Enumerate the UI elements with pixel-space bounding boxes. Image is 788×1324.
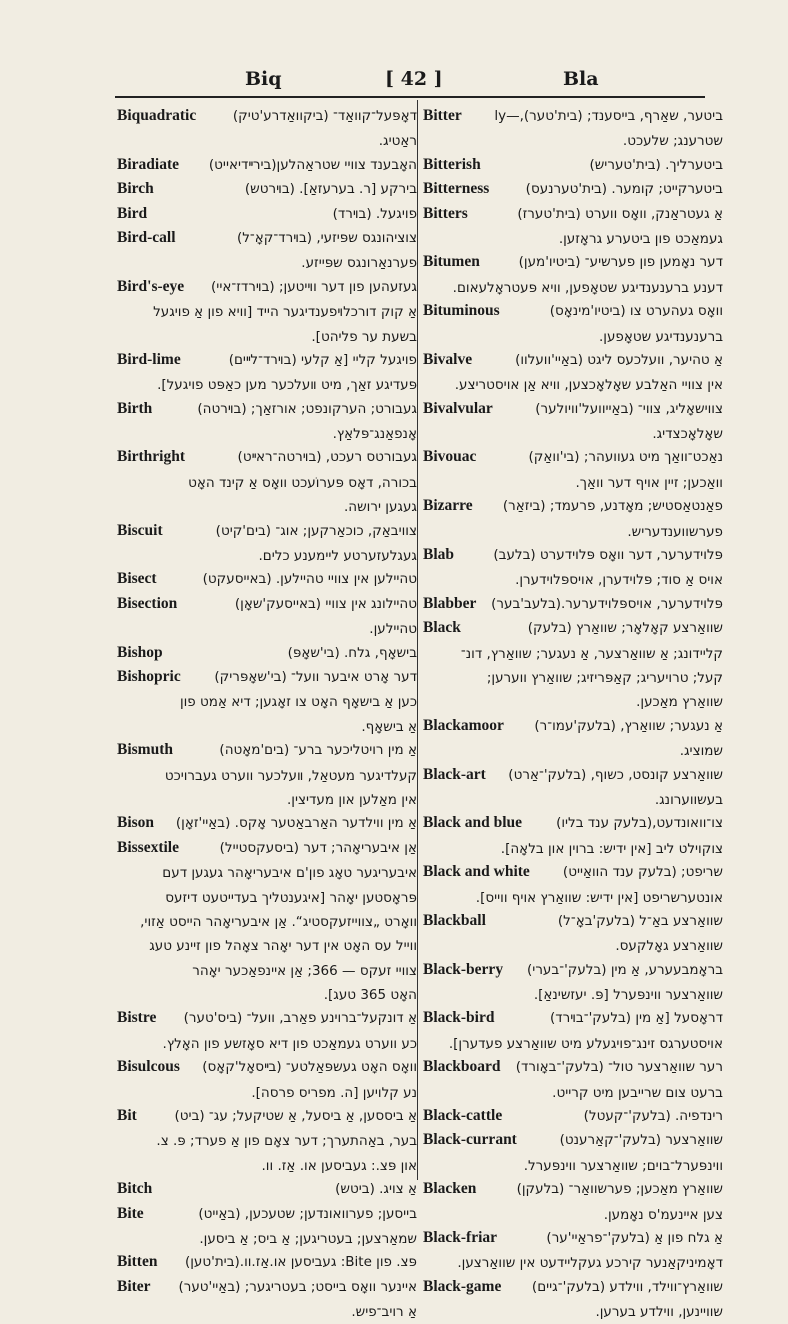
- column-divider: [417, 100, 418, 1180]
- entry-continuation: [423, 421, 723, 445]
- dictionary-entry: [117, 397, 417, 421]
- definition-text: קעלדיגער מעטאַל, װעלכער ווערט געברויכט: [164, 767, 417, 784]
- dictionary-entry: [117, 836, 417, 860]
- definition-text: בער, באַהתערך; דער צאָם פון אַ פערד; פּ. צ.: [156, 1133, 417, 1150]
- definition-text: שריפט; (בלעק ענד הוואַייט): [562, 864, 723, 881]
- dictionary-entry: [117, 811, 417, 835]
- entry-continuation: [423, 1250, 723, 1274]
- dictionary-entry: [423, 1128, 723, 1152]
- headword: Bitterish: [423, 155, 481, 173]
- dictionary-entry: [423, 958, 723, 982]
- headword: Bishopric: [117, 667, 181, 685]
- dictionary-entry: [423, 1275, 723, 1299]
- definition-text: ביטערליך. (בית'טעריש): [589, 156, 723, 173]
- entry-continuation: [423, 226, 723, 250]
- entry-continuation: [117, 1153, 417, 1177]
- definition-text: געגען ירושה.: [344, 499, 417, 516]
- dictionary-entry: [117, 275, 417, 299]
- entry-continuation: [423, 470, 723, 494]
- definition-text: ראַטיג.: [378, 133, 417, 150]
- headword: Bituminous: [423, 302, 500, 320]
- headword: Bison: [117, 814, 155, 832]
- headword: Bisect: [117, 570, 157, 588]
- definition-text: אַן איבעריאָהר; דער (ביסעקסטייל): [219, 839, 417, 856]
- entry-continuation: [117, 958, 417, 982]
- definition-text: ביטער, שאַרף, בייסענד; (בית'טער),—ly: [494, 108, 723, 124]
- header-rule: [115, 96, 705, 98]
- definition-text: וואָס געהערט צו (ביטיו'מינאָס): [549, 303, 723, 320]
- entry-continuation: [117, 1080, 417, 1104]
- definition-text: פערנאַרונגס שפּייזע.: [301, 255, 417, 272]
- definition-text: רער שוואַרצער טול־ (בלעק'־באָורד): [515, 1059, 723, 1076]
- headword: Bit: [117, 1107, 137, 1125]
- dictionary-entry: [423, 153, 723, 177]
- headword: Blab: [423, 546, 455, 564]
- entry-continuation: [117, 494, 417, 518]
- definition-text: שמוציג.: [679, 743, 723, 760]
- entry-continuation: [117, 616, 417, 640]
- entry-continuation: [423, 738, 723, 762]
- headword: Bishop: [117, 643, 163, 661]
- entry-continuation: [117, 1031, 417, 1055]
- dictionary-entry: [423, 348, 723, 372]
- left-column: [117, 104, 417, 1324]
- definition-text: פויגעל קליי [אַ קלעי (בױרד־לײים): [228, 351, 417, 368]
- definition-text: געבורטס רעכט, (בױרטה־ראײט): [237, 449, 417, 466]
- dictionary-entry: [117, 1006, 417, 1030]
- entry-continuation: [423, 324, 723, 348]
- definition-text: פּצ. פון Bite: געביסען או.אַז.וו.(בית'טען): [184, 1254, 417, 1271]
- headword: Bismuth: [117, 741, 173, 759]
- entry-continuation: [117, 909, 417, 933]
- dictionary-entry: [117, 738, 417, 762]
- definition-text: כע ווערט געמאַכט פון דיא סאָזשע פון האָלץ.: [162, 1035, 417, 1052]
- dictionary-entry: [423, 1006, 723, 1030]
- headword: Bistre: [117, 1009, 157, 1027]
- headword: Bitters: [423, 204, 468, 222]
- dictionary-entry: [423, 1177, 723, 1201]
- definition-text: טהיילען.: [369, 621, 417, 638]
- dictionary-entry: [117, 641, 417, 665]
- headword: Black-berry: [423, 960, 504, 978]
- definition-text: בכורה, דאָס פּערוֹעכט וואָס אַ קינד האָט: [188, 474, 417, 491]
- entry-continuation: [423, 689, 723, 713]
- headword: Bitten: [117, 1253, 158, 1271]
- dictionary-entry: [423, 1226, 723, 1250]
- definition-text: איינער וואָס בייסט; בעטריגער; (באַיי'טער): [178, 1278, 417, 1295]
- entry-continuation: [423, 1153, 723, 1177]
- definition-text: צוציהונגס שפּיזעי, (בױרד־קאָ־ל): [236, 229, 417, 246]
- definition-text: בירקע [ר. בערעזאַ]. (בױרטש): [244, 181, 417, 198]
- entry-continuation: [423, 885, 723, 909]
- definition-text: אַ מין רויטליכער ברע־ (בים'מאָטה): [219, 742, 417, 759]
- definition-text: געבורט; הערקונפט; אורזאַך; (בױרטה): [197, 400, 417, 417]
- headword: Biscuit: [117, 521, 163, 539]
- definition-text: דאָמיניקאַנער קירכע געקליידעט אין שוואַרצען.: [457, 1255, 723, 1272]
- headword: Bird-call: [117, 228, 176, 246]
- entry-continuation: [117, 885, 417, 909]
- definition-text: אַ געטראַנק, וואָס ווערט (בית'טערז): [517, 205, 723, 222]
- dictionary-entry: [423, 811, 723, 835]
- dictionary-entry: [423, 909, 723, 933]
- headword: Bitumen: [423, 253, 480, 271]
- definition-text: וואָס האָט געשפּאַלטע־ (בײסאָל'קאָס): [202, 1059, 417, 1076]
- dictionary-entry: [423, 397, 723, 421]
- definition-text: פּלוידערער, דער וואָס פּלוידערט (בלעב): [493, 547, 723, 564]
- definition-text: וואָרט „צווייזעקסטיג“. אַן איבעריאָהר הייסט אַזוי,: [140, 913, 417, 930]
- definition-text: אַ צויג. (ביטש): [335, 1181, 417, 1198]
- definition-text: שוואַרצע באַ־ל (בלעק'באָ־ל): [557, 912, 723, 929]
- headword: Bivalvular: [423, 399, 493, 417]
- definition-text: דראָסעל [אַ מין (בלעק'־בױרד): [549, 1010, 723, 1027]
- definition-text: אַ מין ווילדער האַרבאַטער אָקס. (באַיי'זאָן): [175, 815, 417, 832]
- definition-text: אין מאַלען און מעדיצין.: [287, 791, 417, 808]
- definition-text: אין צוויי האַלבע שאָלאָכצען, וויא אַן אויסטריצע.: [454, 377, 723, 394]
- entry-continuation: [423, 372, 723, 396]
- dictionary-entry: [117, 1250, 417, 1274]
- definition-text: שאָלאָכצדיג.: [652, 426, 723, 443]
- headword: Black-cattle: [423, 1107, 503, 1125]
- dictionary-entry: [117, 665, 417, 689]
- dictionary-entry: [117, 177, 417, 201]
- definition-text: אַ טהיער, וועלכעס ליגט (באַיי'וועלוו): [515, 351, 723, 368]
- guide-word-left: Biq: [245, 68, 282, 90]
- dictionary-entry: [117, 519, 417, 543]
- entry-continuation: [117, 421, 417, 445]
- headword: Blackboard: [423, 1058, 501, 1076]
- headword: Bite: [117, 1204, 144, 1222]
- entry-continuation: [423, 933, 723, 957]
- entry-continuation: [423, 982, 723, 1006]
- dictionary-entry: [423, 714, 723, 738]
- definition-text: קליידונג; אַ שוואַרצער, אַ נעגער; שוואַרץ, דונ־: [460, 645, 723, 662]
- definition-text: צוויבאַק, כוכאַרקען; אוג־ (בים'קיט): [215, 522, 417, 539]
- definition-text: צען איינעמ'ס נאָמען.: [603, 1206, 723, 1223]
- dictionary-entry: [117, 1177, 417, 1201]
- definition-text: נע קלויען [ה. מפריס פרסה].: [251, 1084, 417, 1101]
- definition-text: שמאַרצען; בעטריגען; אַ ביס; אַ ביסען.: [199, 1230, 417, 1247]
- entry-continuation: [117, 128, 417, 152]
- headword: Bissextile: [117, 838, 179, 856]
- entry-continuation: [423, 665, 723, 689]
- dictionary-entry: [117, 226, 417, 250]
- dictionary-entry: [423, 177, 723, 201]
- entry-continuation: [117, 1226, 417, 1250]
- right-column: [423, 104, 723, 1324]
- entry-continuation: [117, 1299, 417, 1323]
- dictionary-entry: [423, 202, 723, 226]
- definition-text: טהיילונג אין צוויי (באייסעק'שאָן): [234, 595, 417, 612]
- definition-text: האָבענד צוויי שטראַהלען(בירײדיאייט): [208, 156, 417, 173]
- headword: Birth: [117, 399, 153, 417]
- guide-word-right: Bla: [563, 68, 599, 90]
- definition-text: פּלוידערער, אויספּלוידערער.(בלעב'בער): [491, 595, 723, 612]
- dictionary-entry: [117, 153, 417, 177]
- dictionary-entry: [423, 445, 723, 469]
- dictionary-entry: [423, 763, 723, 787]
- definition-text: שטרענג; שלעכט.: [622, 133, 723, 150]
- entry-continuation: [423, 567, 723, 591]
- entry-continuation: [117, 324, 417, 348]
- definition-text: שוואַרצע קאָלאָר; שוואַרץ (בלעק): [527, 620, 723, 637]
- entry-continuation: [423, 519, 723, 543]
- dictionary-entry: [117, 445, 417, 469]
- definition-text: געזעהען פון דער וױיטען; (בױרדז־איי): [211, 278, 417, 295]
- definition-text: אויסטערגס זינג־פויגעלע מיט שוואַרצע פעדערן].: [448, 1035, 723, 1052]
- dictionary-entry: [423, 860, 723, 884]
- headword: Bivouac: [423, 448, 477, 466]
- page-header: [115, 68, 695, 96]
- dictionary-entry: [423, 104, 723, 128]
- entry-continuation: [423, 1202, 723, 1226]
- headword: Black and white: [423, 863, 530, 881]
- definition-text: בייסען; פערוואונדען; שטעכען, (באַייט): [198, 1205, 417, 1222]
- headword: Bisection: [117, 594, 178, 612]
- definition-text: אַ ביססען, אַ ביסעל, אַ שטיקעל; עג־ (ביט): [174, 1108, 417, 1125]
- dictionary-entry: [423, 543, 723, 567]
- dictionary-entry: [423, 1104, 723, 1128]
- entry-continuation: [117, 714, 417, 738]
- definition-text: ביטערקייט; קומער. (בית'טערנעס): [525, 181, 723, 198]
- entry-continuation: [117, 763, 417, 787]
- headword: Bizarre: [423, 497, 473, 515]
- definition-text: פּעדיגע זאַך, מיט װעלכער מען כאַפּט פויגעל].: [157, 377, 417, 394]
- definition-text: אונטערשריפט [אין ידיש: שוואַרץ אויף ווייס].: [475, 889, 723, 906]
- definition-text: אויס אַ סוד; פּלוידערן, אויספּלוידערן.: [515, 572, 723, 589]
- definition-text: קעל; טרויעריג; קאַפּריזיג; שוואַרץ ווערען;: [486, 669, 723, 686]
- definition-text: פּראָסטען יאָהר [איגענטליך בעדייטעט דיזעס: [165, 889, 417, 906]
- page-number: [ 42 ]: [385, 68, 443, 90]
- entry-continuation: [423, 128, 723, 152]
- definition-text: שוואַרץ מאַכען.: [636, 694, 723, 711]
- headword: Blacken: [423, 1180, 477, 1198]
- headword: Bitter: [423, 107, 462, 124]
- dictionary-entry: [423, 616, 723, 640]
- definition-text: פויגעל. (בױרד): [332, 205, 417, 222]
- definition-text: אַ גלח פון אַ (בלעק'־פראַיי'ער): [546, 1229, 723, 1246]
- definition-text: פאַנטאַסטיש; מאָדנע, פרעמד; (ביזאַר): [502, 498, 723, 515]
- definition-text: צווישאָליג, צווי־ (באַייוועל'וויולער): [535, 400, 723, 417]
- definition-text: ווייל עס האָט אין דער יאָהר צאָהל פון זיינע טעג: [149, 938, 417, 955]
- definition-text: רינדפיה. (בלעק'־קעטל): [583, 1108, 723, 1125]
- dictionary-entry: [117, 202, 417, 226]
- definition-text: און פּצ.: געביסען או. אַז. וו.: [261, 1157, 417, 1174]
- definition-text: דענע ברענענדיגע שטאָפען, וויא פּעטראָלעאום.: [452, 279, 723, 296]
- headword: Bisulcous: [117, 1058, 180, 1076]
- definition-text: וואַכען; זיין אויף דער וואַך.: [575, 474, 723, 491]
- entry-continuation: [117, 689, 417, 713]
- definition-text: אָנפאַנג־פּלאַץ.: [332, 426, 417, 443]
- dictionary-entry: [117, 1055, 417, 1079]
- definition-text: שוואַרצער (בלעק'־קאַרענט): [559, 1132, 723, 1149]
- entry-continuation: [423, 1299, 723, 1323]
- dictionary-entry: [117, 1104, 417, 1128]
- entry-continuation: [423, 275, 723, 299]
- headword: Bivalve: [423, 350, 473, 368]
- headword: Bitch: [117, 1180, 153, 1198]
- headword: Bitterness: [423, 180, 490, 198]
- definition-text: שוואַרץ־ווילד, ווילדע (בלעק'־גיים): [531, 1278, 723, 1295]
- definition-text: אַ בישאָף.: [361, 718, 417, 735]
- dictionary-entry: [117, 1202, 417, 1226]
- headword: Biquadratic: [117, 107, 197, 124]
- definition-text: כען אַ בישאָף האָט צו זאָגען; דיא אַמט פון: [179, 694, 417, 711]
- definition-text: געגלעזערטע ליימענע כלים.: [258, 548, 417, 565]
- definition-text: שוואַרצער ווינפּערל [פּ. יעזשינאַ].: [533, 987, 723, 1004]
- definition-text: האָט 365 טעג].: [323, 987, 417, 1004]
- headword: Birthright: [117, 448, 186, 466]
- entry-continuation: [117, 860, 417, 884]
- definition-text: שוואַרץ מאַכען; פערשוואַר־ (בלעקן): [516, 1181, 723, 1198]
- dictionary-entry: [117, 1275, 417, 1299]
- definition-text: בישאָף, גלח. (בי'שאָפּ): [287, 644, 417, 661]
- definition-text: שוואַרצע קונסט, כשוף, (בלעק'־אַרט): [508, 766, 723, 783]
- dictionary-entry: [117, 104, 417, 128]
- headword: Black-game: [423, 1277, 502, 1295]
- dictionary-entry: [117, 348, 417, 372]
- definition-text: שוואַרצע גאָלקעס.: [615, 938, 723, 955]
- headword: Biradiate: [117, 155, 179, 173]
- entry-continuation: [423, 1080, 723, 1104]
- definition-text: אַ קוק דורכלױפענדיגער הייד [וויא פון אַ פויגעל: [153, 304, 417, 321]
- definition-text: אַ נעגער; שוואַרץ, (בלעק'עמו־ר): [534, 717, 723, 734]
- headword: Birch: [117, 180, 154, 198]
- definition-text: צוקוילט ליב [אין ידיש: ברוין און בלאָה].: [500, 840, 723, 857]
- headword: Bird: [117, 204, 148, 222]
- entry-continuation: [117, 299, 417, 323]
- definition-text: צו־וואונדעט,(בלעק ענד בליו): [556, 815, 723, 832]
- entry-continuation: [117, 787, 417, 811]
- definition-text: געמאַכט פון ביטערע גראָזען.: [558, 230, 723, 247]
- entry-continuation: [117, 1128, 417, 1152]
- definition-text: ווינפּערל־בוים; שוואַרצער ווינפּערל.: [523, 1157, 723, 1174]
- dictionary-entry: [423, 299, 723, 323]
- definition-text: צוויי זעקס — 366; אַן איינפאַכער יאָהר: [192, 962, 417, 979]
- entry-continuation: [117, 982, 417, 1006]
- definition-text: דער אָרט איבער וועל־ (בי'שאָפּריק): [214, 668, 417, 685]
- headword: Blabber: [423, 594, 477, 612]
- entry-continuation: [423, 787, 723, 811]
- definition-text: דאָפּעל־קוואַד־ (ביקוואַדרע'טיק): [232, 108, 417, 124]
- dictionary-entry: [423, 1055, 723, 1079]
- definition-text: איבעריגער טאָג פון'ם איבעריאָהר געגען דעם: [162, 865, 417, 882]
- entry-continuation: [423, 1031, 723, 1055]
- definition-text: טהיילען אין צוויי טהיילען. (באייסעקט): [202, 571, 417, 588]
- headword: Black-friar: [423, 1228, 498, 1246]
- definition-text: אַ רויב־פיש.: [351, 1304, 417, 1321]
- headword: Blackamoor: [423, 716, 504, 734]
- definition-text: נאַכט־וואַך מיט געוועהר; (בי'וואַק): [528, 449, 723, 466]
- definition-text: בשעת ער פליהט].: [311, 328, 417, 345]
- dictionary-entry: [423, 250, 723, 274]
- definition-text: דער נאָמען פון פערשיע־ (ביטיו'מען): [518, 254, 723, 271]
- definition-text: שוויינען, ווילדע בערען.: [595, 1304, 723, 1321]
- entry-continuation: [117, 933, 417, 957]
- headword: Bird's-eye: [117, 277, 185, 295]
- dictionary-entry: [423, 494, 723, 518]
- headword: Biter: [117, 1277, 151, 1295]
- entry-continuation: [423, 641, 723, 665]
- dictionary-entry: [117, 592, 417, 616]
- headword: Black-bird: [423, 1009, 495, 1027]
- entry-continuation: [117, 543, 417, 567]
- entry-continuation: [423, 836, 723, 860]
- headword: Bird-lime: [117, 350, 181, 368]
- entry-continuation: [117, 470, 417, 494]
- definition-text: ברעט צום שרייבען מיט קרייט.: [552, 1084, 723, 1101]
- headword: Black-currant: [423, 1131, 517, 1149]
- definition-text: אַ דונקעל־ברוינע פאַרב, וועל־ (ביס'טער): [183, 1010, 417, 1027]
- headword: Black: [423, 619, 461, 637]
- headword: Black and blue: [423, 814, 523, 832]
- headword: Blackball: [423, 911, 486, 929]
- dictionary-entry: [423, 592, 723, 616]
- dictionary-entry: [117, 567, 417, 591]
- definition-text: פערשווענדעריש.: [627, 523, 723, 540]
- entry-continuation: [117, 250, 417, 274]
- definition-text: בעשווערונג.: [654, 791, 723, 808]
- entry-continuation: [117, 372, 417, 396]
- definition-text: בראָמבעערע, אַ מין (בלעק'־בערי): [527, 961, 723, 978]
- headword: Black-art: [423, 765, 486, 783]
- definition-text: ברענענדיגע שטאָפען.: [598, 328, 723, 345]
